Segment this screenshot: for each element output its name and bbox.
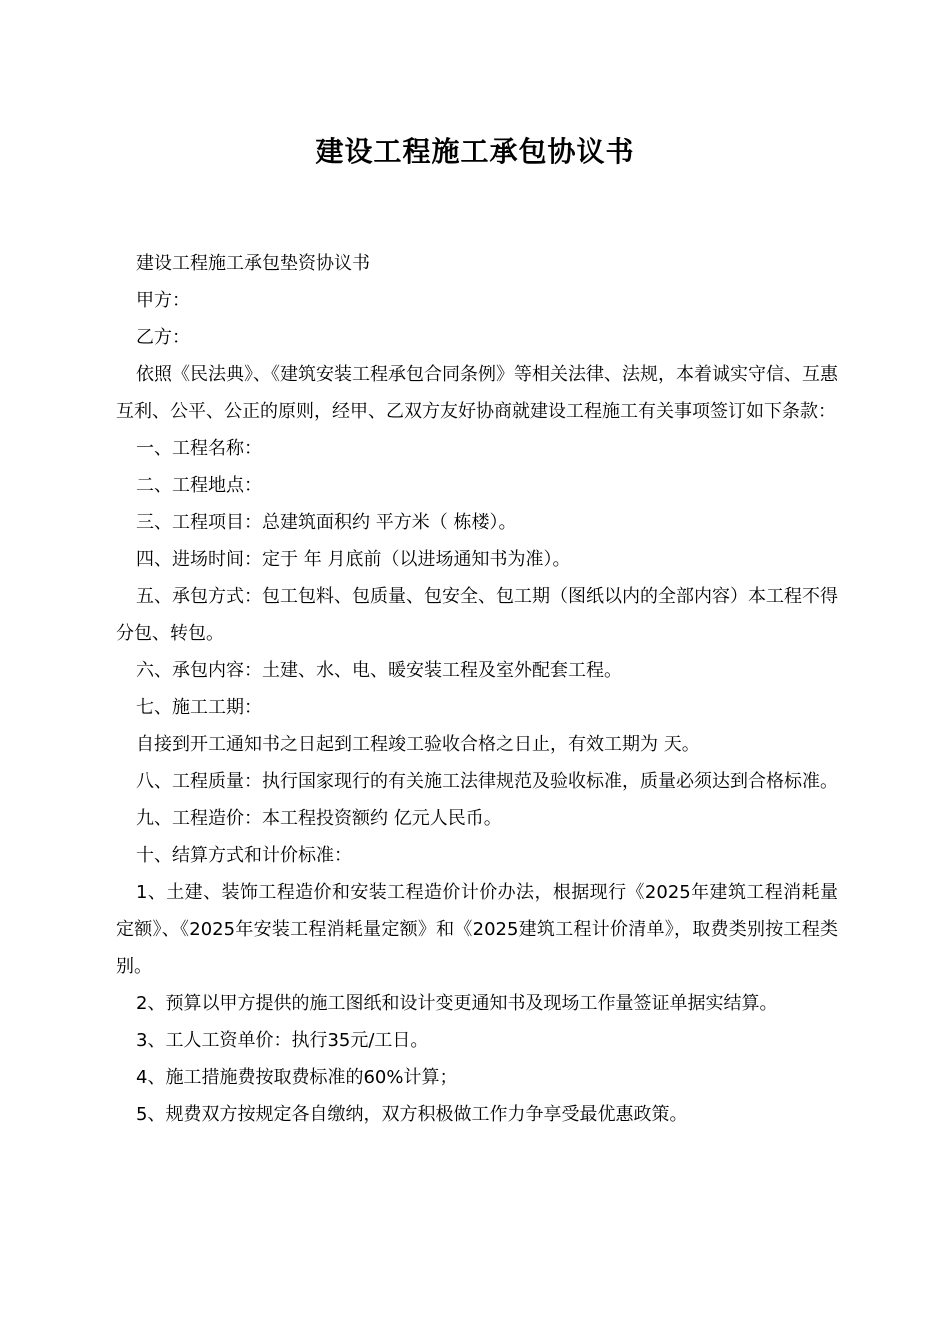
paragraph-clause-8: 八、工程质量：执行国家现行的有关施工法律规范及验收标准，质量必须达到合格标准。 [136, 771, 838, 792]
paragraph-clause-7: 七、施工工期： [136, 697, 262, 718]
paragraph-clause-10: 十、结算方式和计价标准： [136, 845, 352, 866]
paragraph-clause-9: 九、工程造价：本工程投资额约 亿元人民币。 [136, 808, 502, 829]
paragraph-clause-6: 六、承包内容：土建、水、电、暖安装工程及室外配套工程。 [136, 660, 622, 681]
document-title: 建设工程施工承包协议书 [315, 135, 635, 168]
paragraph-clause-10-item-4: 4、施工措施费按取费标准的60%计算； [136, 1067, 458, 1088]
paragraph-clause-4: 四、进场时间：定于 年 月底前（以进场通知书为准）。 [136, 549, 571, 570]
paragraph-clause-10-item-2: 2、预算以甲方提供的施工图纸和设计变更通知书及现场工作量签证单据实结算。 [136, 993, 778, 1014]
paragraph-clause-10-item-3: 3、工人工资单价：执行35元/工日。 [136, 1030, 429, 1051]
paragraph-clause-1: 一、工程名称： [136, 438, 262, 459]
document-body [116, 245, 838, 1133]
paragraph-clause-3: 三、工程项目：总建筑面积约 平方米（ 栋楼）。 [136, 512, 517, 533]
paragraph-clause-10-item-5: 5、规费双方按规定各自缴纳，双方积极做工作力争享受最优惠政策。 [136, 1104, 688, 1125]
paragraph-clause-2: 二、工程地点： [136, 475, 262, 496]
paragraph-clause-7-detail: 自接到开工通知书之日起到工程竣工验收合格之日止，有效工期为 天。 [136, 734, 700, 755]
paragraph-clause-10-item-1: 1、土建、装饰工程造价和安装工程造价计价办法，根据现行《2025年建筑工程消耗量定额》、《2025年安装工程消耗量定额》和《2025建筑工程计价清单》，取费类别按工程类别。 [116, 882, 838, 977]
paragraph-subtitle: 建设工程施工承包垫资协议书 [136, 253, 370, 274]
paragraph-party-b: 乙方： [136, 327, 190, 348]
paragraph-clause-5: 五、承包方式：包工包料、包质量、包安全、包工期（图纸以内的全部内容）本工程不得分包、转包。 [116, 586, 838, 644]
paragraph-party-a: 甲方： [136, 290, 190, 311]
paragraph-preamble: 依照《民法典》、《建筑安装工程承包合同条例》等相关法律、法规，本着诚实守信、互惠互利、公平、公正的原则，经甲、乙双方友好协商就建设工程施工有关事项签订如下条款： [116, 364, 838, 422]
